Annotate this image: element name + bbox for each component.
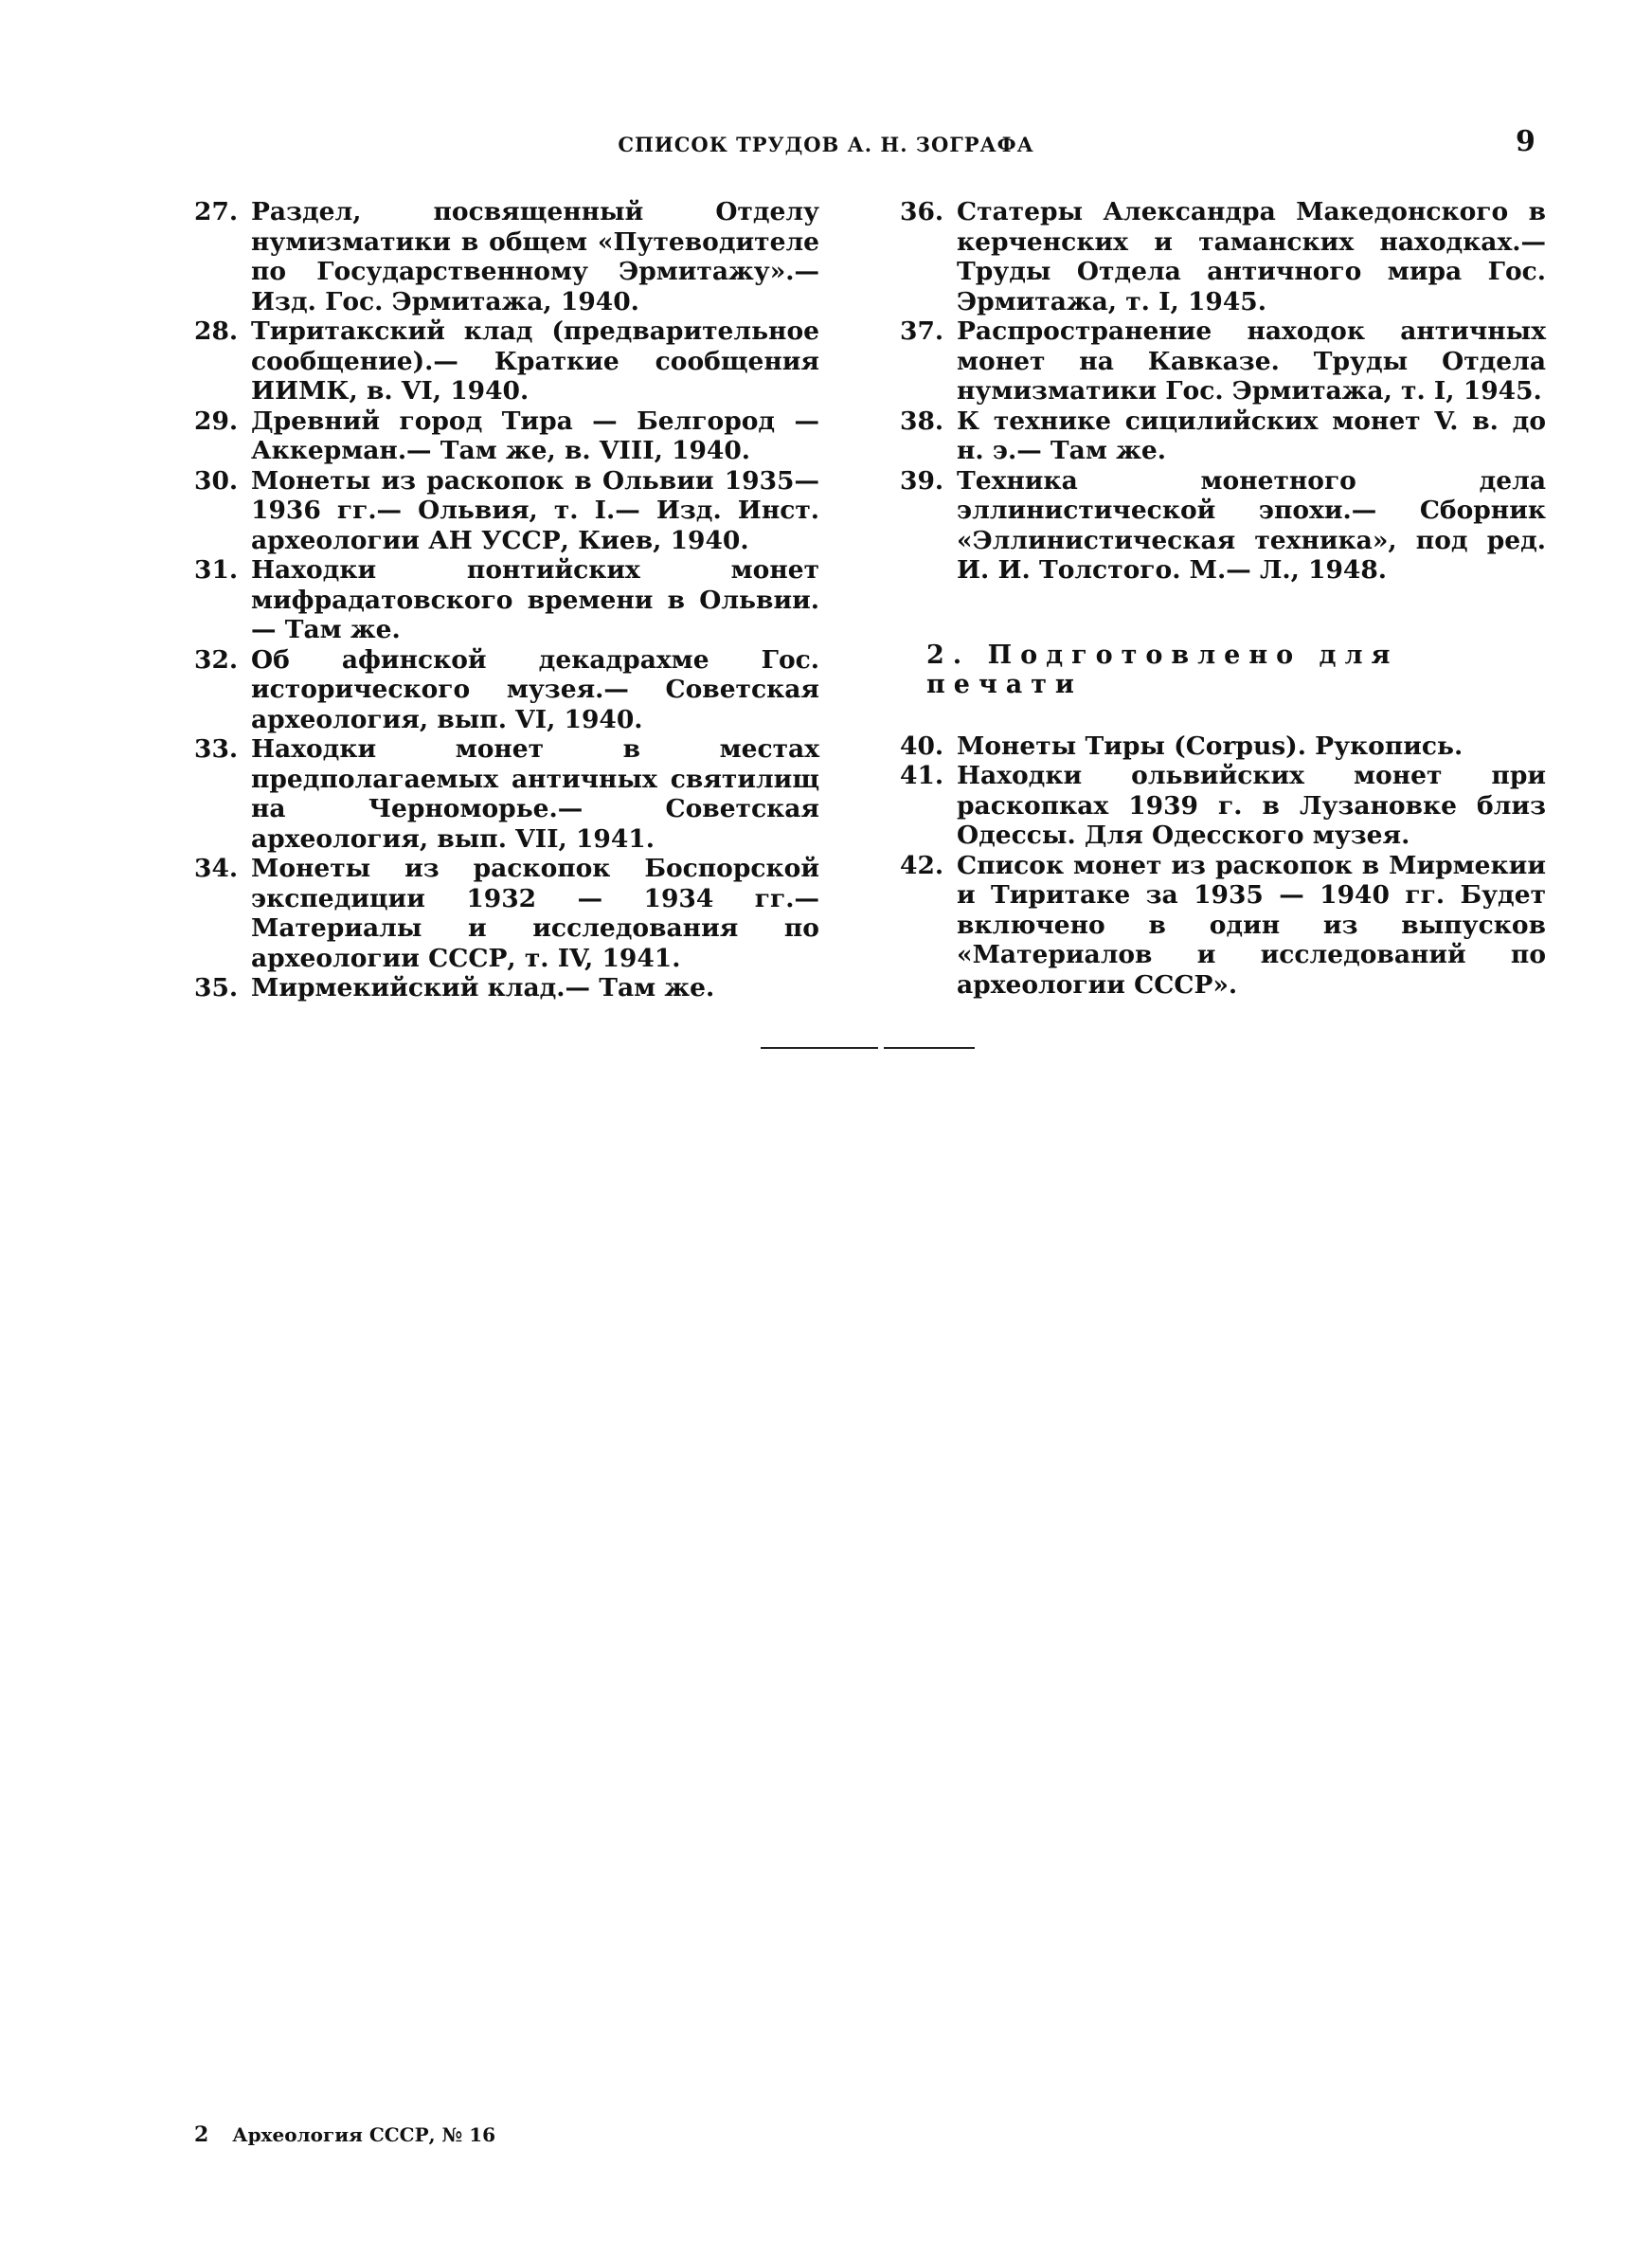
bibliography-entry: 30. Монеты из раскопок в Ольвии 1935—1936 гг.— Ольвия, т. I.— Изд. Инст. археологии АН УССР, Киев, 1940. <box>194 465 819 555</box>
footer <box>194 2122 495 2147</box>
bibliography-entry: 28. Тиритакский клад (предварительное сообщение).— Краткие сообщения ИИМК, в. VI, 1940. <box>194 316 819 406</box>
signature-mark: 2 <box>194 2122 209 2147</box>
page-number: 9 <box>1516 125 1535 158</box>
footer-text: Археология СССР, № 16 <box>232 2123 496 2146</box>
bibliography-entry: 31. Находки понтийских монет мифрадатовского времени в Ольвии.— Там же. <box>194 555 819 644</box>
bibliography-entry: 39. Техника монетного дела эллинистической эпохи.— Сборник «Эллинистическая техника», под ред. И. И. Толстого. М.— Л., 1948. <box>900 465 1546 585</box>
bibliography-entry: 27. Раздел, посвященный Отделу нумизматики в общем «Путеводителе по Государственному Эрмитажу».— Изд. Гос. Эрмитажа, 1940. <box>194 197 819 316</box>
bibliography-entry: 41. Находки ольвийских монет при раскопках 1939 г. в Лузановке близ Одессы. Для Одесского музея. <box>900 761 1546 850</box>
bibliography-entry: 37. Распространение находок античных монет на Кавказе. Труды Отдела нумизматики Гос. Эрмитажа, т. I, 1945. <box>900 316 1546 406</box>
bibliography-entry: 38. К технике сицилийских монет V. в. до н. э.— Там же. <box>900 406 1546 465</box>
bibliography-entry: 35. Мирмекийский клад.— Там же. <box>194 973 715 1002</box>
running-header: СПИСОК ТРУДОВ А. Н. ЗОГРАФА <box>618 133 1034 156</box>
bibliography-entry: 36. Статеры Александра Македонского в керченских и таманских находках.— Труды Отдела античного мира Гос. Эрмитажа, т. I, 1945. <box>900 197 1546 316</box>
bibliography-entry: 32. Об афинской декадрахме Гос. исторического музея.— Советская археология, вып. VI, 1940. <box>194 644 819 734</box>
bibliography-entry: 33. Находки монет в местах предполагаемых античных святилищ на Черноморье.— Советская археология, вып. VII, 1941. <box>194 734 819 854</box>
section-heading: 2. Подготовлено для печати <box>926 640 1399 699</box>
left-column <box>194 197 819 1003</box>
bibliography-entry: 40. Монеты Тиры (Corpus). Рукопись. <box>900 731 1463 761</box>
end-rule <box>761 1047 975 1049</box>
bibliography-entry: 42. Список монет из раскопок в Мирмекии и Тиритаке за 1935 — 1940 гг. Будет включено в один из выпусков «Материалов и исследований по археологии СССР». <box>900 850 1546 1000</box>
bibliography-entry: 29. Древний город Тира — Белгород — Аккерман.— Там же, в. VIII, 1940. <box>194 406 819 465</box>
bibliography-entry: 34. Монеты из раскопок Боспорской экспедиции 1932 — 1934 гг.— Материалы и исследования по археологии СССР, т. IV, 1941. <box>194 854 819 973</box>
right-column <box>900 197 1546 1000</box>
